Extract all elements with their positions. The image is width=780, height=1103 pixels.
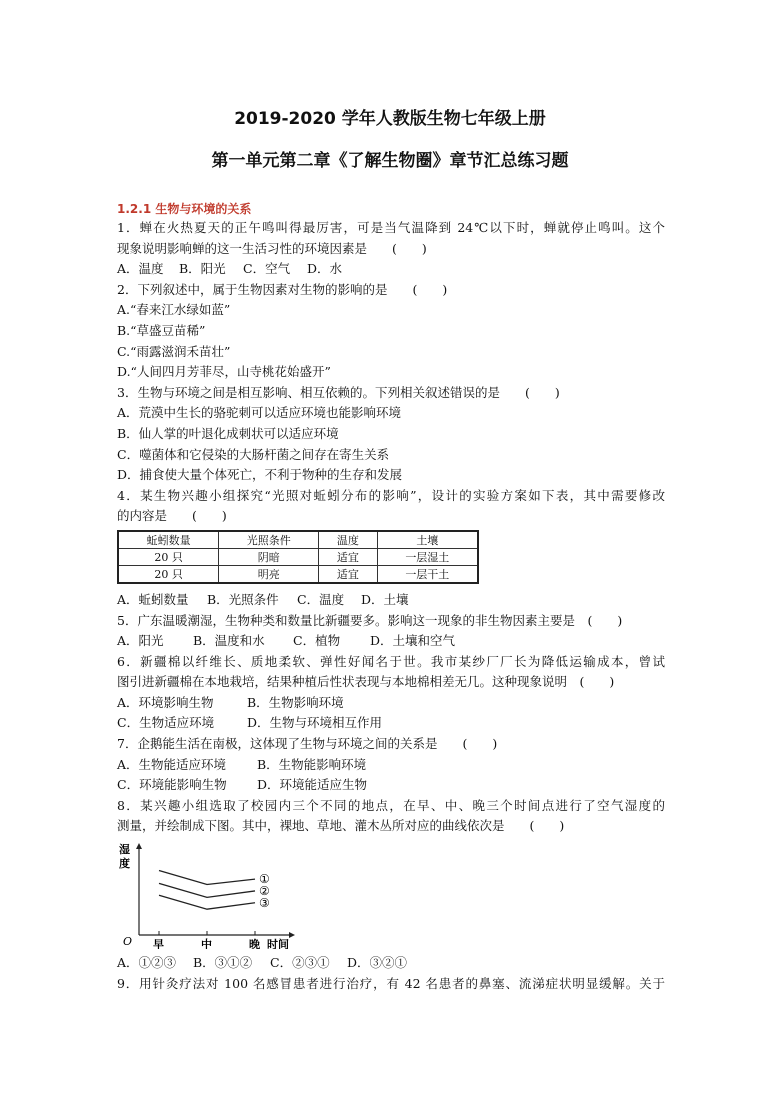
chart-axes	[136, 843, 295, 938]
q4-stem-line2: 的内容是 ( )	[117, 508, 227, 524]
q6-stem-line2: 图引进新疆棉在本地栽培，结果种植后性状表现与本地棉相差无几。这种现象说明 ( )	[117, 674, 615, 690]
table-row	[118, 548, 478, 565]
table-cell: 一层干土	[377, 565, 478, 583]
section-heading: 1.2.1 生物与环境的关系	[117, 202, 252, 216]
q6-option-d[interactable]: D．生物与环境相互作用	[247, 715, 383, 731]
humidity-chart	[117, 841, 665, 949]
q4-option-c[interactable]: C．温度	[297, 591, 345, 607]
q3-stem: 3．生物与环境之间是相互影响、相互依赖的。下列相关叙述错误的是 ( )	[117, 384, 560, 400]
table-row	[118, 565, 478, 583]
y-axis-label-part: 度	[119, 857, 130, 871]
x-tick-label: 晚	[249, 938, 260, 950]
document-title: 2019-2020 学年人教版生物七年级上册	[234, 109, 546, 129]
x-tick-label: 早	[153, 938, 164, 950]
q5-option-d[interactable]: D．土壤和空气	[370, 633, 456, 649]
experiment-table	[117, 530, 479, 584]
table-header-cell: 光照条件	[219, 531, 319, 549]
q1-option-b[interactable]: B．阳光	[179, 261, 226, 277]
q1-stem-line1: 1．蝉在火热夏天的正午鸣叫得最厉害，可是当气温降到 24℃以下时，蝉就停止鸣叫。这个	[117, 220, 665, 235]
q7-option-c[interactable]: C．环境能影响生物	[117, 777, 227, 793]
q3-option-a[interactable]: A．荒漠中生长的骆驼刺可以适应环境也能影响环境	[117, 405, 402, 421]
q4-option-a[interactable]: A．蚯蚓数量	[117, 591, 189, 607]
table-header-cell: 蚯蚓数量	[118, 531, 219, 549]
q1-option-a[interactable]: A．温度	[117, 261, 164, 277]
q5-option-b[interactable]: B．温度和水	[193, 633, 265, 649]
q3-option-c[interactable]: C．噬菌体和它侵染的大肠杆菌之间存在寄生关系	[117, 446, 390, 462]
table-header-cell: 土壤	[377, 531, 478, 549]
q2-option-d[interactable]: D.“人间四月芳菲尽，山寺桃花始盛开”	[117, 364, 331, 380]
q5-stem: 5．广东温暖潮湿，生物种类和数量比新疆要多。影响这一现象的非生物因素主要是 ( )	[117, 612, 623, 628]
x-tick-label: 中	[201, 938, 212, 950]
q1-option-c[interactable]: C．空气	[243, 261, 291, 277]
x-axis-label: 时间	[267, 938, 289, 950]
series-label-3: ③	[259, 895, 270, 910]
table-cell: 适宜	[319, 565, 377, 583]
q6-options-row2	[117, 713, 665, 734]
q2-option-a[interactable]: A.“春来江水绿如蓝”	[117, 302, 231, 318]
q6-option-a[interactable]: A．环境影响生物	[117, 694, 214, 710]
q8-option-a[interactable]: A．①②③	[117, 955, 177, 971]
table-header-cell: 温度	[319, 531, 377, 549]
q5-option-c[interactable]: C．植物	[293, 633, 341, 649]
table-cell: 明亮	[219, 565, 319, 583]
q6-options-row1	[117, 693, 665, 714]
chart-series	[159, 871, 255, 910]
q8-options	[117, 953, 665, 974]
q6-stem-line1: 6．新疆棉以纤维长、质地柔软、弹性好闻名于世。我市某纱厂厂长为降低运输成本，曾试	[117, 653, 665, 669]
table-cell: 一层湿土	[377, 548, 478, 565]
question-list	[117, 218, 665, 994]
y-axis-arrow	[136, 843, 142, 849]
humidity-chart-svg	[117, 841, 317, 949]
q7-stem: 7．企鹅能生活在南极，这体现了生物与环境之间的关系是 ( )	[117, 736, 498, 752]
q8-option-b[interactable]: B．③①②	[193, 955, 253, 971]
q7-options-row2	[117, 775, 665, 796]
table-cell: 20 只	[118, 565, 219, 583]
x-axis-arrow	[289, 932, 295, 938]
q8-option-d[interactable]: D．③②①	[347, 955, 408, 971]
series-label-1: ①	[259, 872, 270, 887]
q2-option-c[interactable]: C.“雨露滋润禾苗壮”	[117, 343, 231, 359]
q3-option-b[interactable]: B．仙人掌的叶退化成刺状可以适应环境	[117, 425, 339, 441]
q4-option-d[interactable]: D．土壤	[361, 591, 409, 607]
chart-labels	[119, 842, 289, 949]
q2-option-b[interactable]: B.“草盛豆苗稀”	[117, 322, 206, 338]
origin-label: O	[123, 935, 133, 949]
table-cell: 适宜	[319, 548, 377, 565]
table-cell: 20 只	[118, 548, 219, 565]
document-subtitle: 第一单元第二章《了解生物圈》章节汇总练习题	[211, 151, 569, 171]
series-label-2: ②	[259, 883, 270, 898]
table-cell: 阴暗	[219, 548, 319, 565]
series-line-2	[159, 883, 255, 897]
q3-option-d[interactable]: D．捕食使大量个体死亡，不利于物种的生存和发展	[117, 467, 403, 483]
q2-stem: 2．下列叙述中，属于生物因素对生物的影响的是 ( )	[117, 281, 448, 297]
q7-option-a[interactable]: A．生物能适应环境	[117, 756, 227, 772]
q7-option-b[interactable]: B．生物能影响环境	[257, 756, 367, 772]
q1-stem-line2: 现象说明影响蝉的这一生活习性的环境因素是 ( )	[117, 240, 427, 256]
q8-stem-line1: 8．某兴趣小组选取了校园内三个不同的地点，在早、中、晚三个时间点进行了空气湿度的	[117, 797, 665, 813]
q8-option-c[interactable]: C．②③①	[270, 955, 330, 971]
q6-option-b[interactable]: B．生物影响环境	[247, 694, 344, 710]
q7-option-d[interactable]: D．环境能适应生物	[257, 777, 368, 793]
q8-stem-line2: 测量，并绘制成下图。其中，裸地、草地、灌木丛所对应的曲线依次是 ( )	[117, 818, 565, 834]
q1-options	[117, 259, 665, 280]
y-axis-label-part: 湿	[119, 843, 130, 857]
series-line-1	[159, 871, 255, 885]
q7-options-row1	[117, 755, 665, 776]
q4-options	[117, 590, 665, 611]
q5-option-a[interactable]: A．阳光	[117, 633, 164, 649]
q6-option-c[interactable]: C．生物适应环境	[117, 715, 215, 731]
q1-option-d[interactable]: D．水	[307, 261, 343, 277]
q4-option-b[interactable]: B．光照条件	[207, 591, 279, 607]
q4-stem-line1: 4．某生物兴趣小组探究“光照对蚯蚓分布的影响”，设计的实验方案如下表，其中需要修改	[117, 487, 665, 503]
q9-stem-line1: 9．用针灸疗法对 100 名感冒患者进行治疗，有 42 名患者的鼻塞、流涕症状明显缓解。关于	[117, 975, 665, 991]
q5-options	[117, 631, 665, 652]
table-header-row	[118, 531, 478, 549]
